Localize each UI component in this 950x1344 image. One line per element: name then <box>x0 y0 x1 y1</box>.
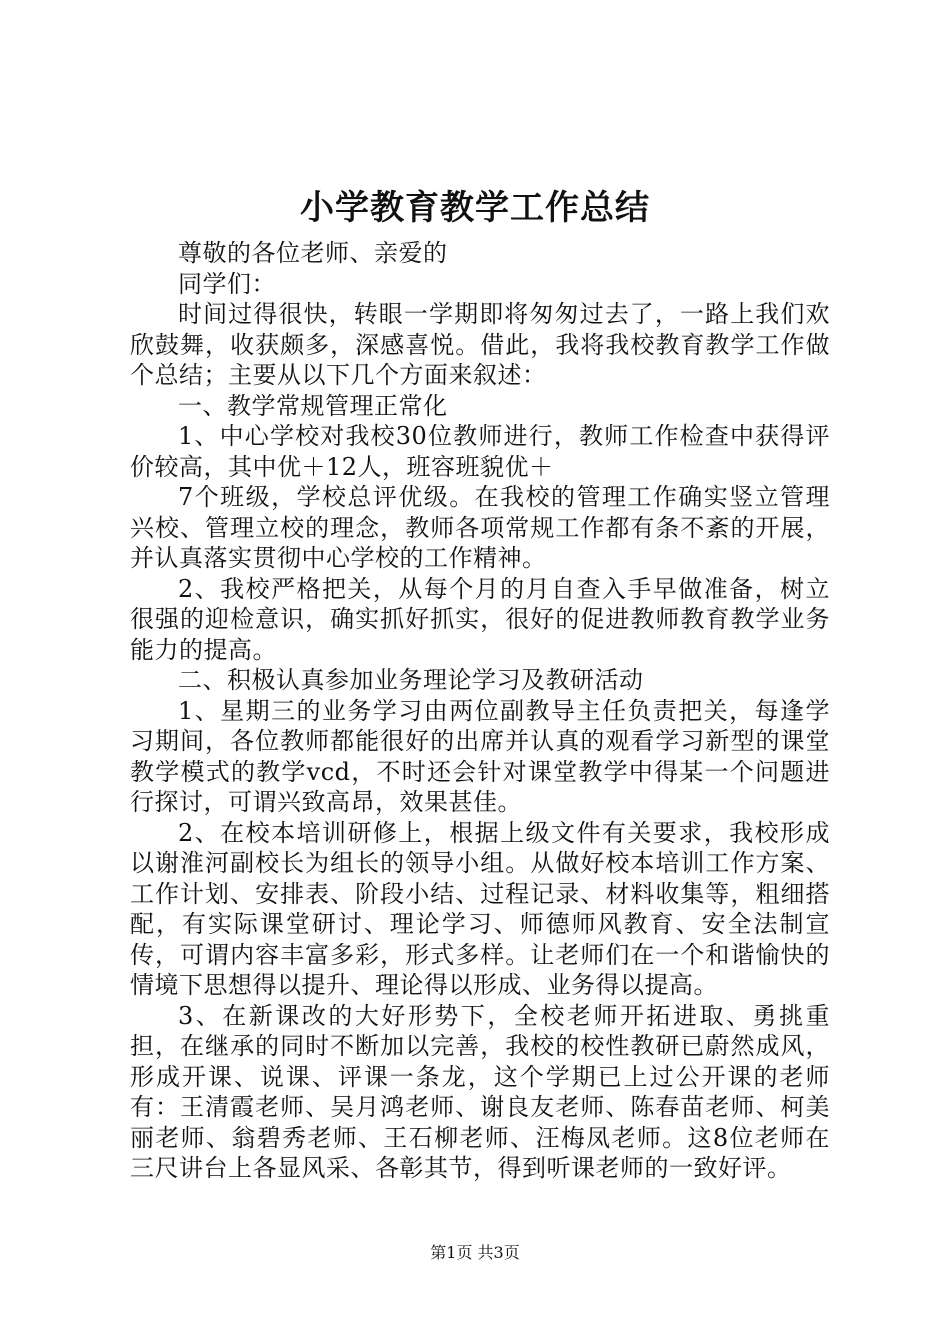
document-body <box>130 238 830 1184</box>
section-heading-1: 一、教学常规管理正常化 <box>178 391 448 420</box>
paragraph-item-2-1: 1、星期三的业务学习由两位副教导主任负责把关，每逢学习期间，各位教师都能很好的出席并认真的观看学习新型的课堂教学模式的教学vcd，不时还会针对课堂教学中得某一个问题进行探讨，可谓兴致高昂，效果甚佳。 <box>130 696 830 816</box>
paragraph-item-1-1-cont: 7个班级，学校总评优级。在我校的管理工作确实竖立管理兴校、管理立校的理念，教师各项常规工作都有条不紊的开展，并认真落实贯彻中心学校的工作精神。 <box>130 483 830 572</box>
paragraph-item-1-1: 1、中心学校对我校30位教师进行，教师工作检查中获得评价较高，其中优＋12人，班容班貌优＋ <box>130 422 830 481</box>
paragraph-greeting-2: 同学们： <box>178 269 276 298</box>
paragraph-intro: 时间过得很快，转眼一学期即将匆匆过去了，一路上我们欢欣鼓舞，收获颇多，深感喜悦。借此，我将我校教育教学工作做个总结；主要从以下几个方面来叙述： <box>130 300 830 389</box>
paragraph-item-2-3: 3、在新课改的大好形势下，全校老师开拓进取、勇挑重担，在继承的同时不断加以完善，我校的校性教研已蔚然成风，形成开课、说课、评课一条龙，这个学期已上过公开课的老师有：王清霞老师、吴月鸿老师、谢良友老师、陈春苗老师、柯美丽老师、翁碧秀老师、王石柳老师、汪梅凤老师。这8位老师在三尺讲台上各显风采、各彰其节，得到听课老师的一致好评。 <box>130 1001 830 1182</box>
paragraph-item-1-2: 2、我校严格把关，从每个月的月自查入手早做准备，树立很强的迎检意识，确实抓好抓实，很好的促进教师教育教学业务能力的提高。 <box>130 574 830 664</box>
page-footer: 第1页 共3页 <box>430 1243 520 1262</box>
paragraph-item-2-2: 2、在校本培训研修上，根据上级文件有关要求，我校形成以谢淮河副校长为组长的领导小组。从做好校本培训工作方案、工作计划、安排表、阶段小结、过程记录、材料收集等，粗细搭配，有实际课堂研讨、理论学习、师德师风教育、安全法制宣传，可谓内容丰富多彩，形式多样。让老师们在一个和谐愉快的情境下思想得以提升、理论得以形成、业务得以提高。 <box>130 818 830 999</box>
section-heading-2: 二、积极认真参加业务理论学习及教研活动 <box>178 666 644 694</box>
document-title: 小学教育教学工作总结 <box>300 188 650 228</box>
paragraph-greeting-1: 尊敬的各位老师、亲爱的 <box>178 239 448 267</box>
